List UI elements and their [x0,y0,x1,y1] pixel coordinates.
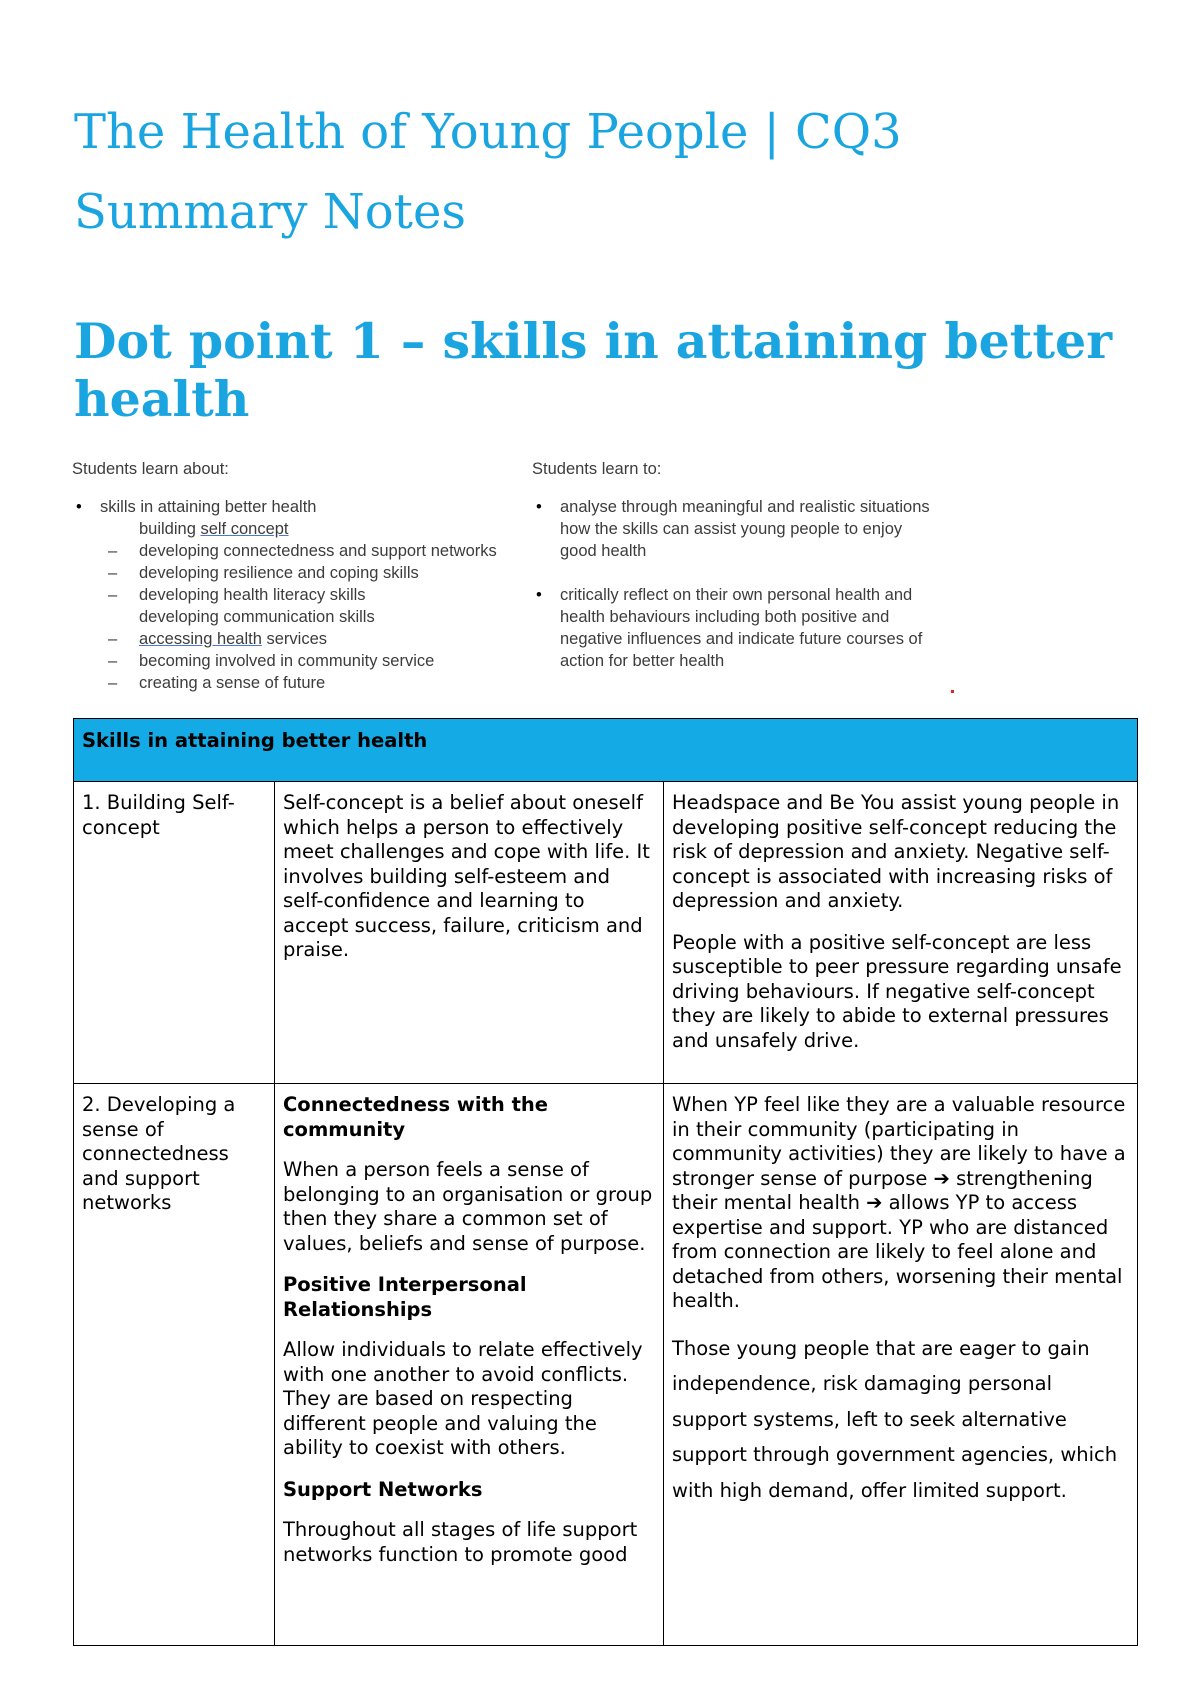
syllabus-learn-to [532,460,992,672]
syllabus-dash-item: – developing connectedness and support networks [72,540,532,562]
subheading: Support Networks [283,1477,483,1501]
syllabus-bullet: • analyse through meaningful and realistic situations how the skills can assist young people to enjoy good health [532,496,992,562]
document-title: The Health of Young People | CQ3 Summary Notes [74,104,902,240]
section-heading: Dot point 1 – skills in attaining better health [74,312,1113,428]
table-row [74,1084,1138,1646]
table-header: Skills in attaining better health [74,719,1138,782]
skill-example: When YP feel like they are a valuable resource in their community (participating in community activities) they are likely to have a stronger sense of purpose ➔ strengthening their mental health ➔ allows YP to access expertise and support. YP who are distanced from connection are likely to feel alone and detached from others, worsening their mental health. Those young people that are eager to gain independence, risk damaging personal support systems, left to seek alternative support through government agencies, which with high demand, offer limited support. [664,1084,1138,1646]
syllabus-learn-about [72,460,532,694]
syllabus-dash-item: – creating a sense of future [72,672,532,694]
skill-example: Headspace and Be You assist young people in developing positive self-concept reducing the risk of depression and anxiety. Negative self-concept is associated with increasing risks of depression and anxiety. People with a positive self-concept are less susceptible to peer pressure regarding unsafe driving behaviours. If negative self-concept they are likely to abide to external pressures and unsafely drive. [664,782,1138,1084]
syllabus-subitem: building self concept [139,520,289,538]
syllabus-left-heading: Students learn about: [72,460,229,478]
skill-label: 2. Developing a sense of connectedness and support networks [74,1084,275,1646]
syllabus-bullet: • skills in attaining better health [72,496,532,518]
syllabus-dash-item: – accessing health services [72,628,532,650]
red-mark [951,690,954,693]
skill-definition: Connectedness with the community When a person feels a sense of belonging to an organisation or group then they share a common set of values, beliefs and sense of purpose. Positive Interpersonal Relationships Allow individuals to relate effectively with one another to avoid conflicts. They are based on respecting different people and valuing the ability to coexist with others. Support Networks Throughout all stages of life support networks function to promote good [275,1084,664,1646]
syllabus-dash-item: – developing resilience and coping skills [72,562,532,584]
subheading: Connectedness with the community [283,1093,548,1141]
skill-label: 1. Building Self-concept [74,782,275,1084]
syllabus-right-heading: Students learn to: [532,460,662,478]
syllabus-dash-item: – developing health literacy skills [72,584,532,606]
skill-definition: Self-concept is a belief about oneself which helps a person to effectively meet challenges and cope with life. It involves building self-esteem and self-confidence and learning to accept success, failure, criticism and praise. [275,782,664,1084]
syllabus-dash-item: – becoming involved in community service [72,650,532,672]
syllabus-link: accessing health [139,630,262,648]
subheading: Positive Interpersonal Relationships [283,1273,527,1321]
table-header-row [74,719,1138,782]
syllabus-spacer [532,562,992,584]
skills-table [73,718,1138,1646]
syllabus-bullet: • critically reflect on their own personal health and health behaviours including both positive and negative influences and indicate future courses of action for better health [532,584,992,672]
syllabus-link: self concept [200,520,289,538]
table-row [74,782,1138,1084]
syllabus-subitem: developing communication skills [139,608,375,626]
